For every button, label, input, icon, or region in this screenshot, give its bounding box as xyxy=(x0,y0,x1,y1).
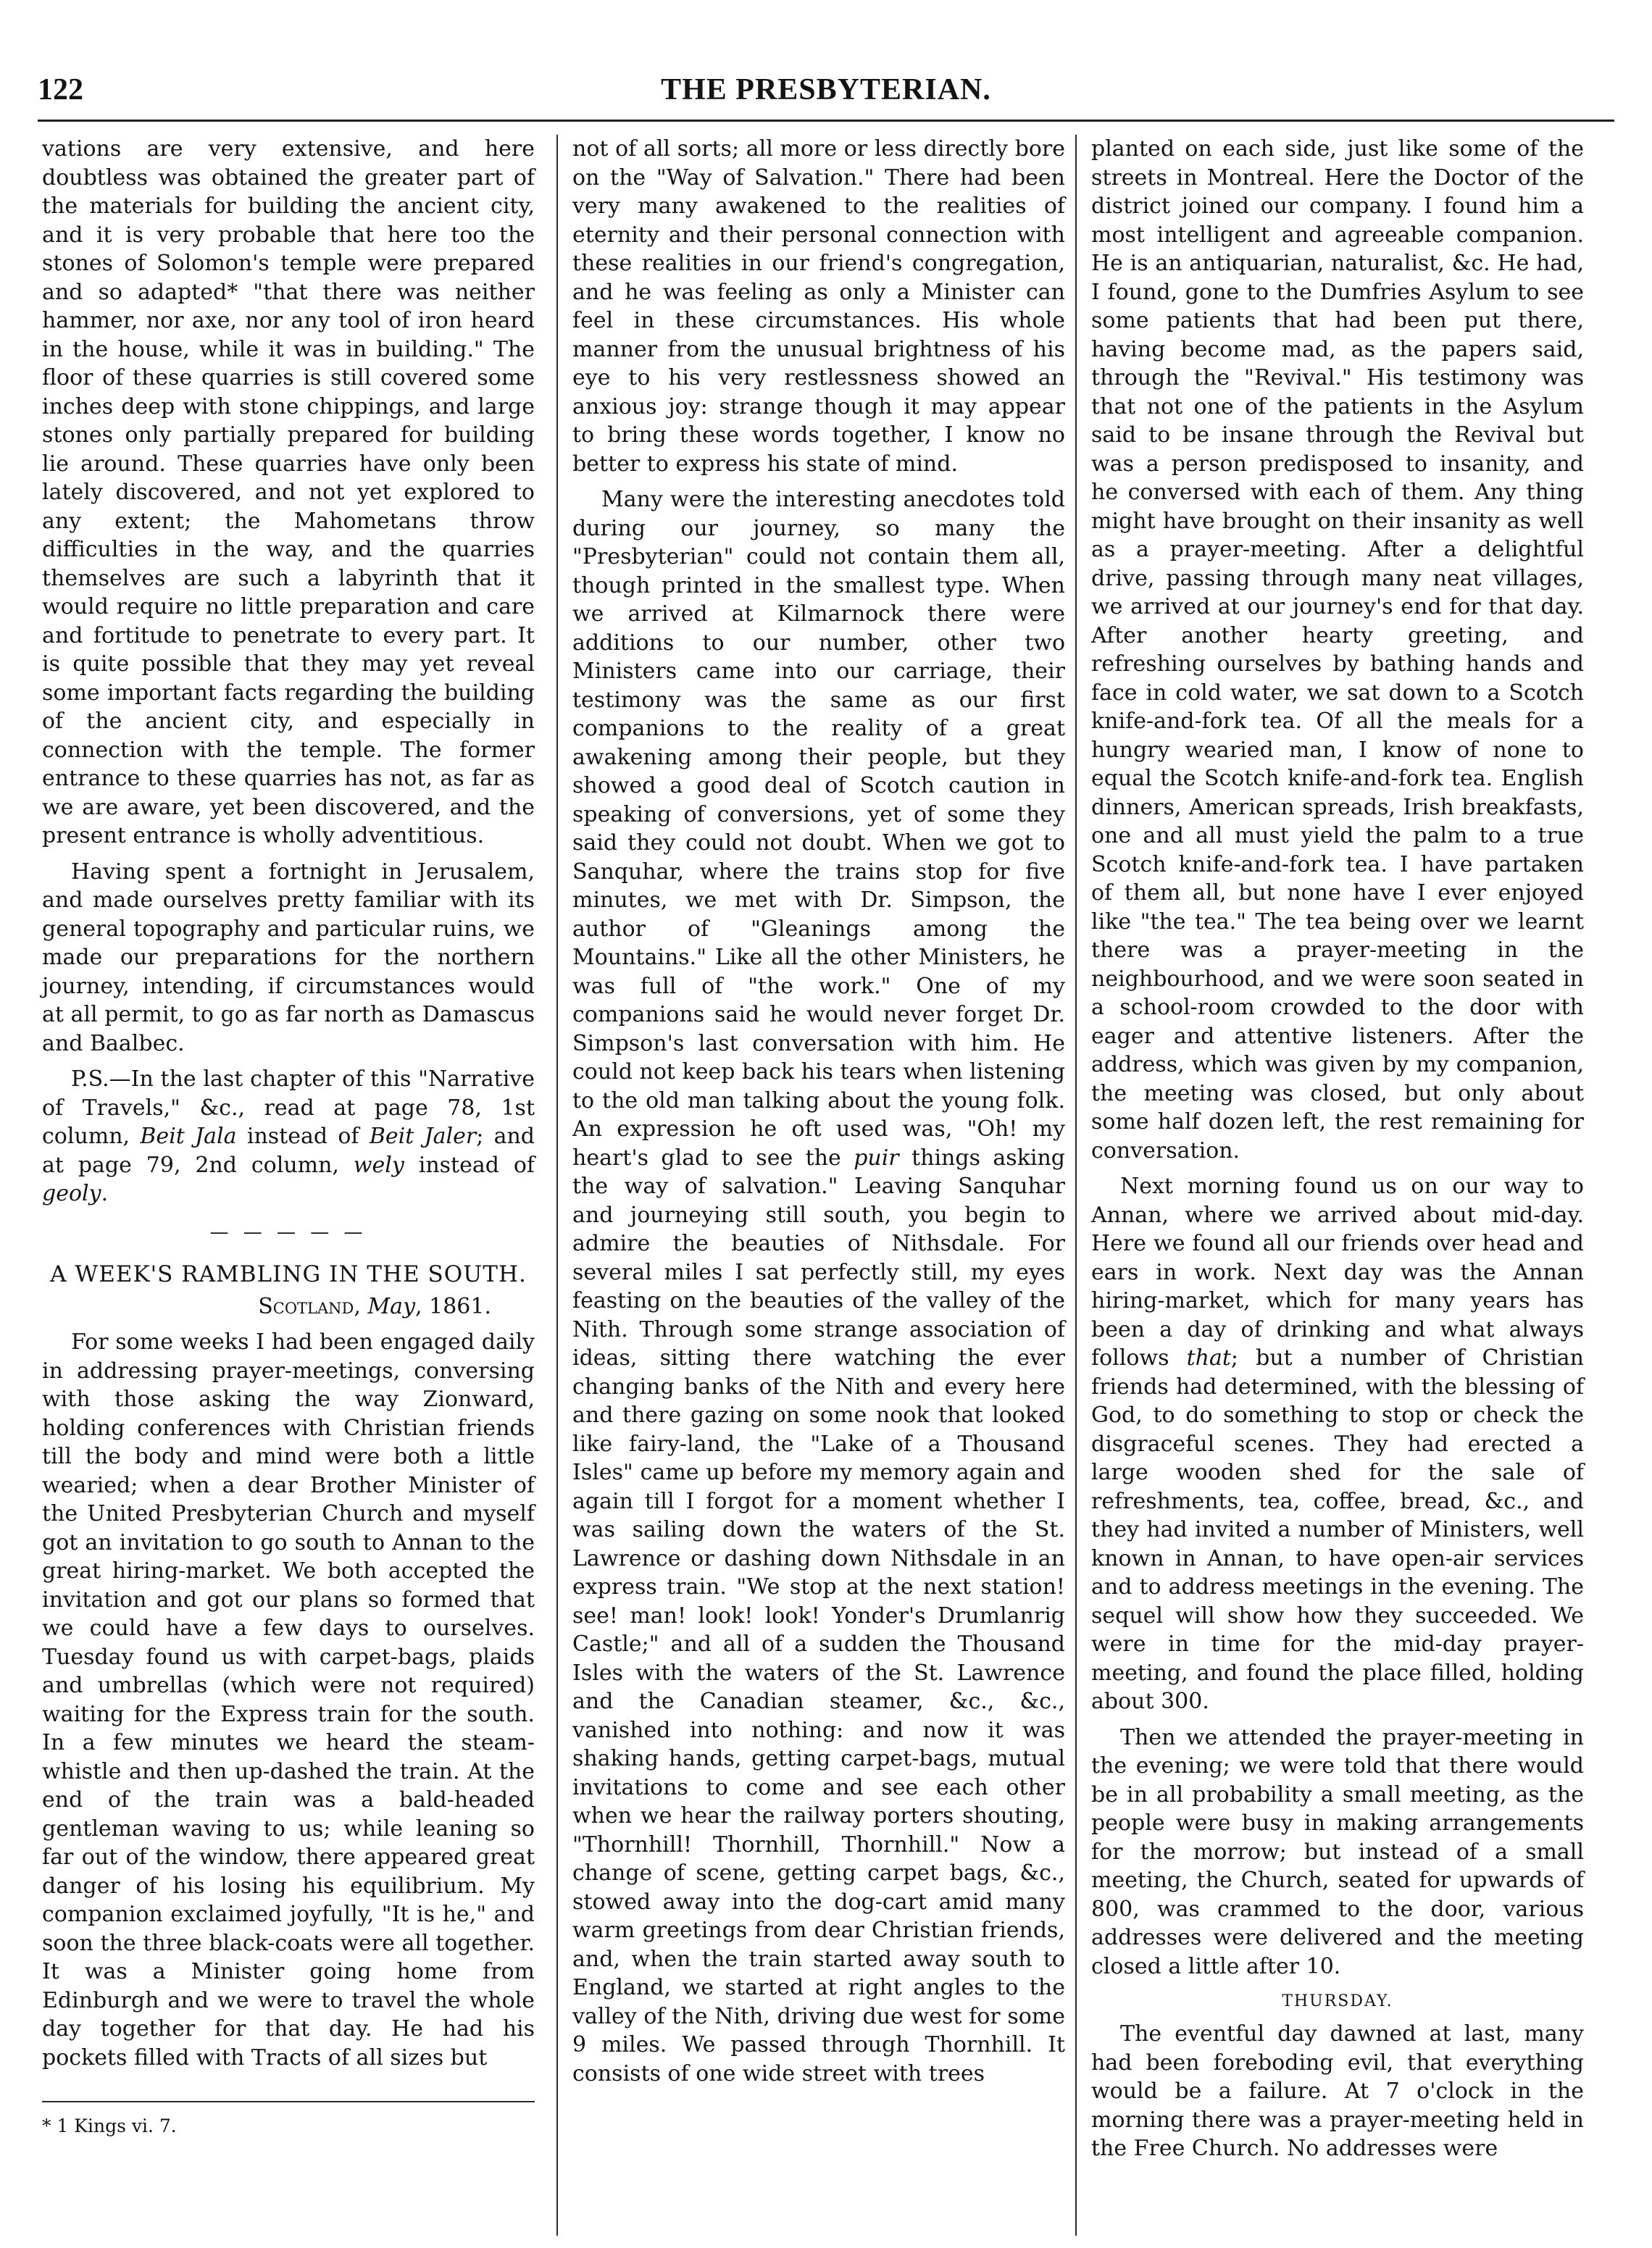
ps-text: P.S.—In the last chapter of this "Narrative of Travels," &c., read at page 78, 1st column, xyxy=(42,1066,535,1149)
footnote: * 1 Kings vi. 7. xyxy=(42,2115,177,2136)
column-2 xyxy=(572,135,1065,2088)
ps-italic: Beit Jala xyxy=(140,1124,237,1149)
section-break: — — — — — xyxy=(209,1221,367,1243)
paragraph: not of all sorts; all more or less directly bore on the "Way of Salvation." There had been very many awakened to the realities of eternity and their personal connection with these realities in our friend's congregation, and he was feeling as only a Minister can feel in these circumstances. His whole manner from the unusual brightness of his eye to his very restlessness showed an anxious joy: strange though it may appear to bring these words together, I know no better to express his state of mind. xyxy=(572,136,1065,477)
dateline-year: , 1861. xyxy=(415,1293,491,1319)
ps-text: instead of xyxy=(404,1152,535,1178)
paragraph: For some weeks I had been engaged daily in addressing prayer-meetings, conversing with those asking the way Zionward, holding conferences with Christian friends till the body and mind were both a little wearied; when a dear Brother Minister of the United Presbyterian Church and myself got an invitation to go south to Annan to the great hiring-market. We both accepted the invitation and got our plans so formed that we could have a few days to ourselves. Tuesday found us with carpet-bags, plaids and umbrellas (which were not required) waiting for the Express train for the south. In a few minutes we heard the steam-whistle and then up-dashed the train. At the end of the train was a bald-headed gentleman waving to us; while leaning so far out of the window, there appeared great danger of his losing his equilibrium. My companion exclaimed joyfully, "It is he," and soon the three black-coats were all together. It was a Minister going home from Edinburgh and we were to travel the whole day together for that day. He had his pockets filled with Tracts of all sizes but xyxy=(42,1329,535,2071)
header-rule xyxy=(38,120,1614,122)
paragraph-text: things asking the way of salvation." Leaving Sanquhar and journeying still south, you begin to admire the beauties of Nithsdale. For several miles I sat perfectly still, my eyes feasting on the beauties of the valley of the Nith. Through some strange association of ideas, sitting there watching the ever changing banks of the Nith and every here and there gazing on some nook that looked like fairy-land, the "Lake of a Thousand Isles" came up before my memory again and again till I forgot for a moment whether I was sailing down the waters of the St. Lawrence or dashing down Nithsdale in an express train. "We stop at the next station! see! man! look! look! Yonder's Drumlanrig Castle;" and all of a sudden the Thousand Isles with the waters of the St. Lawrence and the Canadian steamer, &c., &c., vanished into nothing: and now it was shaking hands, getting carpet-bags, mutual invitations to come and see each other when we hear the railway porters shouting, "Thornhill! Thornhill, Thornhill." Now a change of scene, getting carpet bags, &c., stowed away into the dog-cart amid many warm greetings from dear Christian friends, and, when the train started away south to England, we started at right angles to the valley of the Nith, driving due west for some 9 miles. We passed through Thornhill. It consists of one wide street with trees xyxy=(572,1145,1065,2086)
paragraph-text: ; but a number of Christian friends had determined, with the blessing of God, to do something to stop or check the disgraceful scenes. They had erected a large wooden shed for the sale of refreshments, tea, coffee, bread, &c., and they had invited a number of Ministers, well known in Annan, to have open-air services and to address meetings in the evening. The sequel will show how they succeeded. We were in time for the mid-day prayer-meeting, and found the place filled, holding about 300. xyxy=(1091,1345,1584,1714)
paragraph: The eventful day dawned at last, many had been foreboding evil, that everything would be a failure. At 7 o'clock in the morning there was a prayer-meeting held in the Free Church. No addresses were xyxy=(1091,2021,1584,2161)
paragraph xyxy=(1091,1172,1584,1716)
footnote-rule xyxy=(42,2101,535,2102)
italic-word: that xyxy=(1186,1345,1231,1371)
paragraph: Then we attended the prayer-meeting in the evening; we were told that there would be in all probability a small meeting, as the people were busy in making arrangements for the morrow; but instead of a small meeting, the Church, seated for upwards of 800, was crammed to the door, various addresses were delivered and the meeting closed a little after 10. xyxy=(1091,1724,1584,1979)
column-1 xyxy=(42,135,535,2139)
paragraph: Having spent a fortnight in Jerusalem, and made ourselves pretty familiar with its general topography and particular ruins, we made our preparations for the northern journey, intending, if circumstances would at all permit, to go as far north as Damascus and Baalbec. xyxy=(42,858,535,1056)
subheading: THURSDAY. xyxy=(1282,1992,1393,2010)
ps-text: ; and at page 79, 2nd column, xyxy=(42,1124,535,1178)
postscript xyxy=(42,1065,535,1208)
ps-italic: wely xyxy=(353,1152,404,1178)
paragraph xyxy=(572,485,1065,2088)
italic-word: puir xyxy=(854,1145,899,1171)
page-number: 122 xyxy=(38,73,83,106)
ps-italic: Beit Jaler xyxy=(369,1124,477,1149)
ps-text: instead of xyxy=(236,1124,370,1149)
dateline xyxy=(42,1292,535,1321)
paragraph: vations are very extensive, and here doubtless was obtained the greater part of the materials for building the ancient city, and it is very probable that here too the stones of Solomon's temple were prepared and so adapted* "that there was neither hammer, nor axe, nor any tool of iron heard in the house, while it was in building." The floor of these quarries is still covered some inches deep with stone chippings, and large stones only partially prepared for building lie around. These quarries have only been lately discovered, and not yet explored to any extent; the Mahometans throw difficulties in the way, and the quarries themselves are such a labyrinth that it would require no little preparation and care and fortitude to penetrate to every part. It is quite possible that they may yet reveal some important facts regarding the building of the ancient city, and especially in connection with the temple. The former entrance to these quarries has not, as far as we are aware, yet been discovered, and the present entrance is wholly adventitious. xyxy=(42,136,535,848)
ps-text: . xyxy=(101,1181,109,1206)
paragraph-text: Next morning found us on our way to Annan, where we arrived about mid-day. Here we found all our friends over head and ears in work. Next day was the Annan hiring-market, which for many years has been a day of drinking and what always follows xyxy=(1091,1174,1584,1371)
column-divider-1 xyxy=(556,135,558,2236)
paragraph: planted on each side, just like some of the streets in Montreal. Here the Doctor of the district joined our company. I found him a most intelligent and agreeable companion. He is an antiquarian, naturalist, &c. He had, I found, gone to the Dumfries Asylum to see some patients that had been put there, having become mad, as the papers said, through the "Revival." His testimony was that not one of the patients in the Asylum said to be insane through the Revival but was a person predisposed to insanity, and he conversed with each of them. Any thing might have brought on their insanity as well as a prayer-meeting. After a delightful drive, passing through many neat villages, we arrived at our journey's end for that day. After another hearty greeting, and refreshing ourselves by bathing hands and face in cold water, we sat down to a Scotch knife-and-fork tea. Of all the meals for a hungry wearied man, I know of none to equal the Scotch knife-and-fork tea. English dinners, American spreads, Irish breakfasts, one and all must yield the palm to a true Scotch knife-and-fork tea. I have partaken of them all, but none have I ever enjoyed like "the tea." The tea being over we learnt there was a prayer-meeting in the neighbourhood, and we were soon seated in a school-room crowded to the door with eager and attentive listeners. After the address, which was given by my companion, the meeting was closed, but only about some half dozen left, the rest remaining for conversation. xyxy=(1091,136,1584,1163)
dateline-place: Scotland xyxy=(258,1293,354,1319)
column-3 xyxy=(1091,135,1584,2163)
dateline-month: May xyxy=(367,1293,416,1319)
dateline-separator: , xyxy=(354,1293,368,1319)
ps-italic: geoly xyxy=(42,1181,101,1206)
column-divider-2 xyxy=(1075,135,1077,2236)
running-title: THE PRESBYTERIAN. xyxy=(661,73,991,106)
paragraph-text: Many were the interesting anecdotes told during our journey, so many the "Presbyterian" could not contain them all, though printed in the smallest type. When we arrived at Kilmarnock there were additions to our number, other two Ministers came into our carriage, their testimony was the same as our first companions to the reality of a great awakening among their people, but they showed a good deal of Scotch caution in speaking of conversions, yet of some they said they could not doubt. When we got to Sanquhar, where the trains stop for five minutes, we met with Dr. Simpson, the author of "Gleanings among the Mountains." Like all the other Ministers, he was full of "the work." One of my companions said he would never forget Dr. Simpson's last conversation with him. He could not keep back his tears when listening to the old man talking about the young folk. An expression he oft used was, "Oh! my heart's glad to see the xyxy=(572,487,1065,1171)
article-title: A WEEK'S RAMBLING IN THE SOUTH. xyxy=(50,1261,527,1287)
